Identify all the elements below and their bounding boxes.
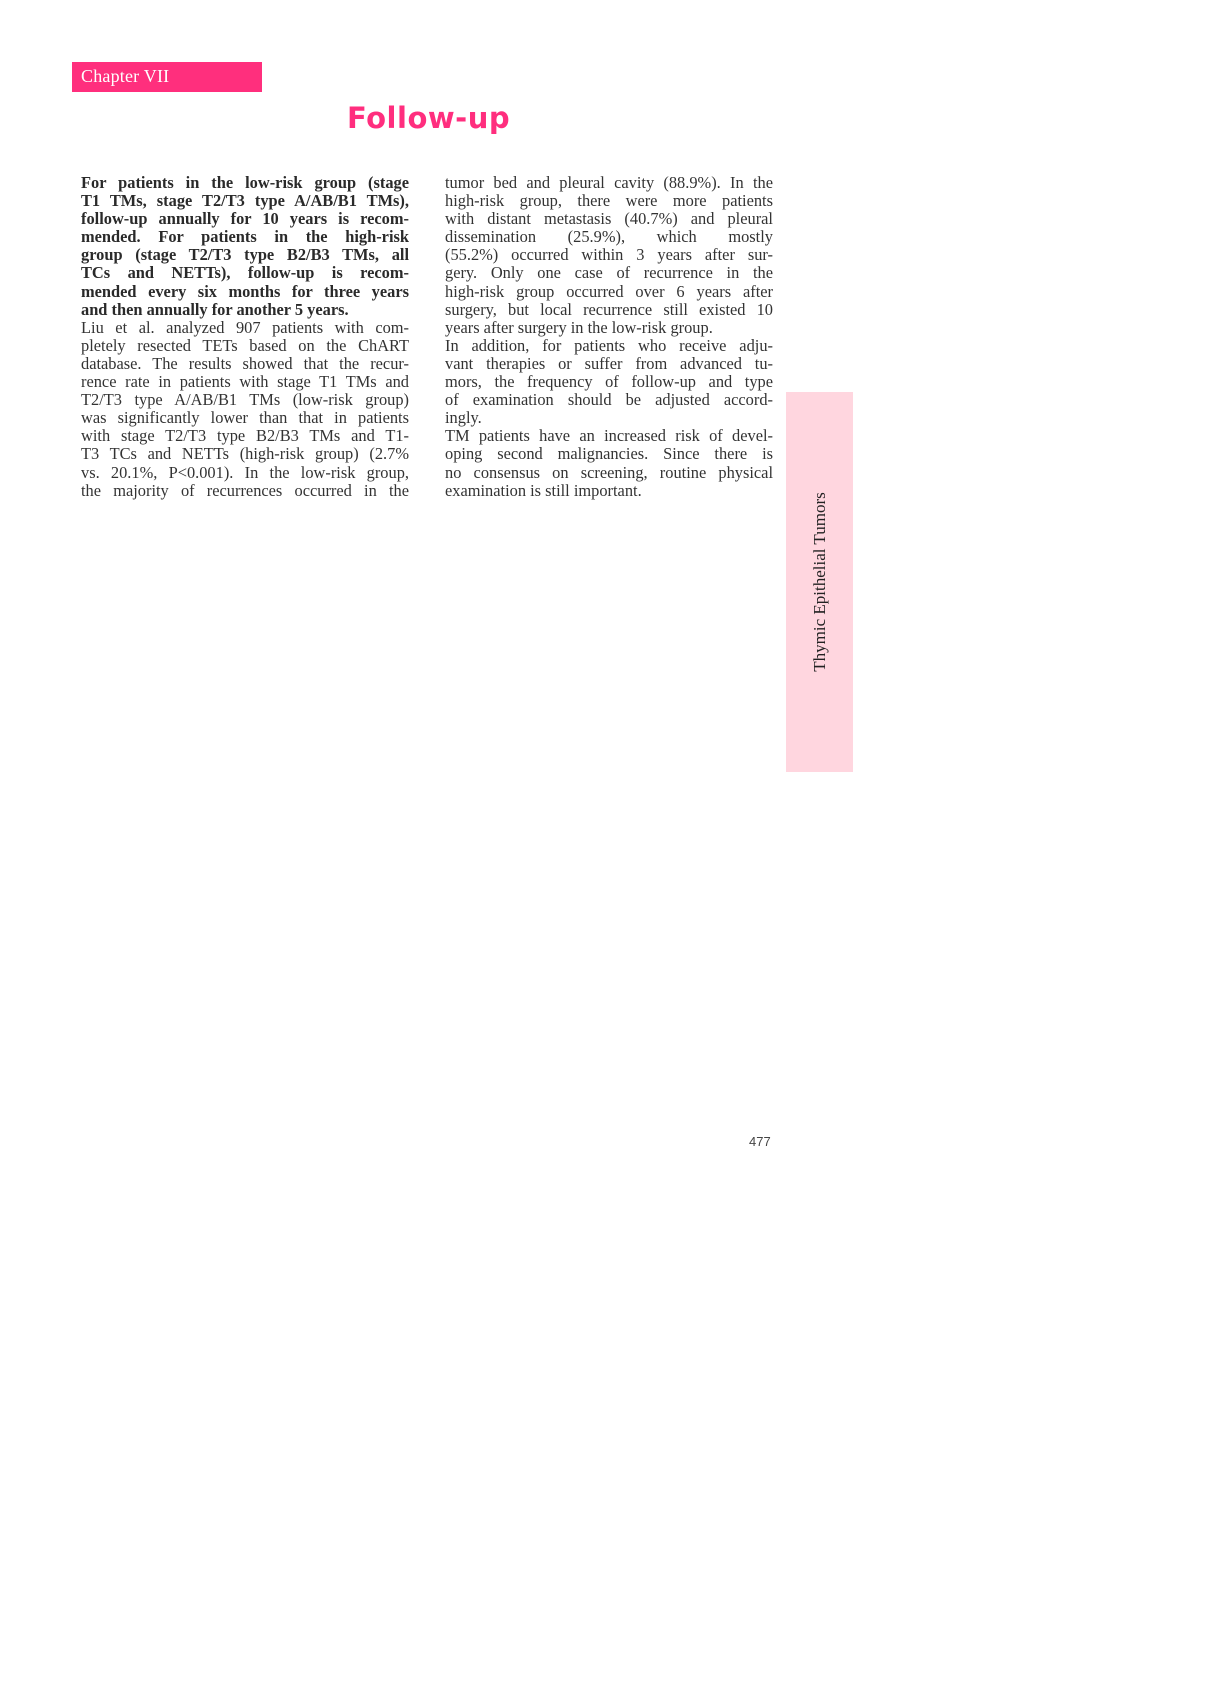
text-line: dissemination (25.9%), which mostly: [445, 227, 773, 247]
text-line: surgery, but local recurrence still existed 10: [445, 299, 773, 319]
study-paragraph: [81, 319, 409, 500]
text-line: In addition, for patients who receive adju-: [445, 335, 773, 355]
right-column: [445, 174, 773, 500]
text-line: T3 TCs and NETTs (high-risk group) (2.7%: [81, 444, 409, 464]
text-line: T2/T3 type A/AB/B1 TMs (low-risk group): [81, 390, 409, 410]
text-line: with stage T2/T3 type B2/B3 TMs and T1-: [81, 426, 409, 446]
text-line: of examination should be adjusted accord-: [445, 390, 773, 410]
text-line: mended every six months for three years: [81, 281, 409, 301]
text-line: no consensus on screening, routine physical: [445, 462, 773, 482]
text-line: with distant metastasis (40.7%) and pleural: [445, 209, 773, 229]
text-line: database. The results showed that the recur-: [81, 353, 409, 373]
text-line: pletely resected TETs based on the ChART: [81, 335, 409, 355]
text-line: vs. 20.1%, P<0.001). In the low-risk group,: [81, 462, 409, 482]
text-line: high-risk group, there were more patients: [445, 191, 773, 211]
left-column: [81, 174, 409, 500]
text-line: tumor bed and pleural cavity (88.9%). In the: [445, 173, 773, 192]
text-line: gery. Only one case of recurrence in the: [445, 263, 773, 283]
text-line: rence rate in patients with stage T1 TMs and: [81, 372, 409, 392]
text-line: the majority of recurrences occurred in the: [81, 480, 409, 500]
text-line: group (stage T2/T3 type B2/B3 TMs, all: [81, 245, 409, 265]
text-line: and then annually for another 5 years.: [81, 299, 349, 319]
text-line: TCs and NETTs), follow-up is recom-: [81, 263, 409, 283]
text-line: was significantly lower than that in patients: [81, 408, 409, 428]
text-line: mended. For patients in the high-risk: [81, 227, 409, 247]
text-line: For patients in the low-risk group (stage: [81, 173, 409, 192]
text-line: follow-up annually for 10 years is recom-: [81, 209, 409, 229]
section-side-label: Thymic Epithelial Tumors: [809, 492, 829, 672]
study-paragraph-continued: [445, 174, 773, 337]
text-line: examination is still important.: [445, 480, 642, 500]
text-line: Liu et al. analyzed 907 patients with com-: [81, 317, 409, 337]
text-line: vant therapies or suffer from advanced tu-: [445, 353, 773, 373]
adjuvant-paragraph: [445, 337, 773, 427]
text-line: TM patients have an increased risk of devel-: [445, 426, 773, 446]
text-line: years after surgery in the low-risk group.: [445, 317, 713, 337]
chapter-label-box: [72, 62, 262, 92]
page-number: 477: [749, 1134, 771, 1149]
second-malignancy-paragraph: [445, 427, 773, 499]
text-line: oping second malignancies. Since there is: [445, 444, 773, 464]
page-title: Follow-up: [347, 101, 511, 135]
text-line: ingly.: [445, 408, 482, 428]
text-line: high-risk group occurred over 6 years after: [445, 281, 773, 301]
text-line: T1 TMs, stage T2/T3 type A/AB/B1 TMs),: [81, 191, 409, 211]
text-line: mors, the frequency of follow-up and type: [445, 372, 773, 392]
section-side-tab: [786, 392, 853, 772]
text-line: (55.2%) occurred within 3 years after sur-: [445, 245, 773, 265]
recommendation-paragraph: [81, 174, 409, 319]
chapter-label: Chapter VII: [81, 66, 170, 86]
